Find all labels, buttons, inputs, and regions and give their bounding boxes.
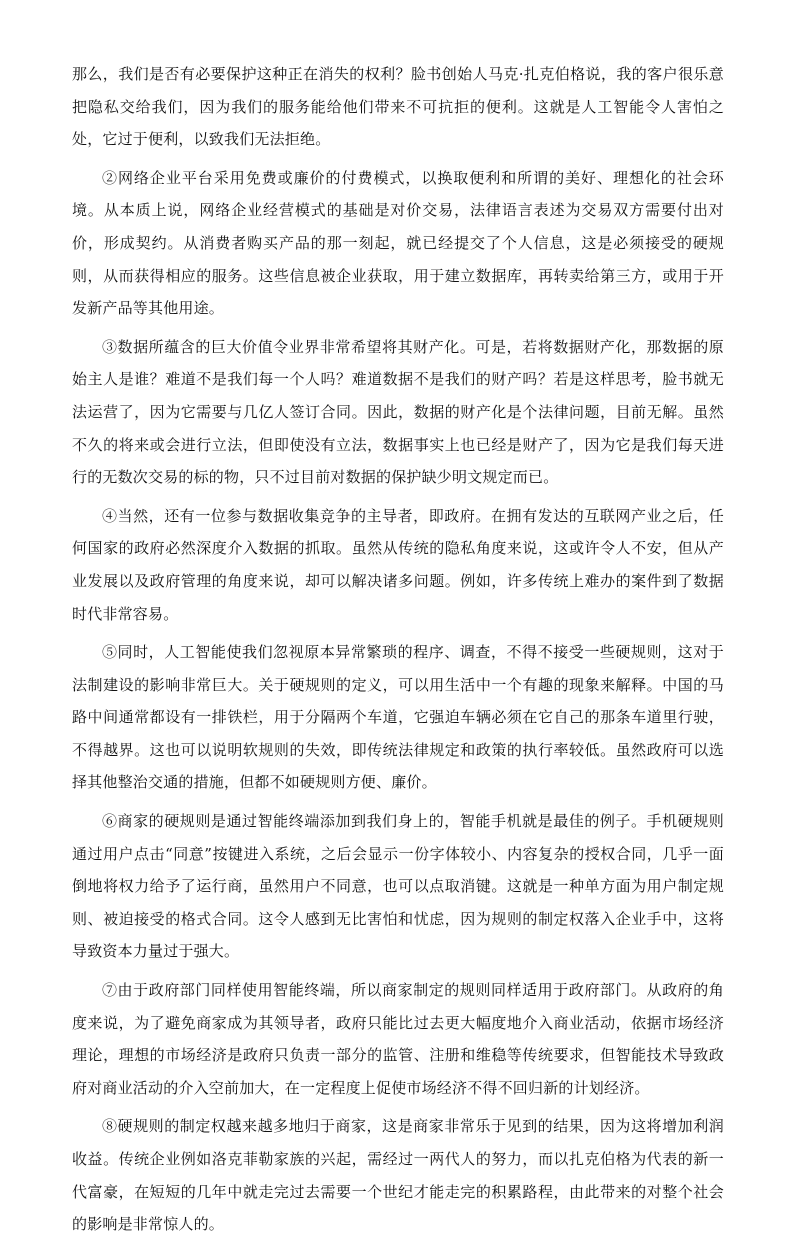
paragraph-3: ③数据所蕴含的巨大价值令业界非常希望将其财产化。可是，若将数据财产化，那数据的原始主人是谁？难道不是我们每一个人吗？难道数据不是我们的财产吗？若是这样思考，脸书就无法运营了，因为它需要与几亿人签订合同。因此，数据的财产化是个法律问题，目前无解。虽然不久的将来或会进行立法，但即使没有立法，数据事实上也已经是财产了，因为它是我们每天进行的无数次交易的标的物，只不过目前对数据的保护缺少明文规定而已。 xyxy=(72,337,724,487)
paragraph-5: ⑤同时，人工智能使我们忽视原本异常繁琐的程序、调查，不得不接受一些硬规则，这对于法制建设的影响非常巨大。关于硬规则的定义，可以用生活中一个有趣的现象来解释。中国的马路中间通常都设有一排铁栏，用于分隔两个车道，它强迫车辆必须在它自己的那条车道里行驶，不得越界。这也可以说明软规则的失效，即传统法律规定和政策的执行率较低。虽然政府可以选择其他整治交通的措施，但都不如硬规则方便、廉价。 xyxy=(72,643,724,792)
document-page xyxy=(72,58,724,1247)
paragraph-6: ⑥商家的硬规则是通过智能终端添加到我们身上的，智能手机就是最佳的例子。手机硬规则通过用户点击“同意”按键进入系统，之后会显示一份字体较小、内容复杂的授权合同，几乎一面倒地将权力给予了运行商，虽然用户不同意，也可以点取消键。这就是一种单方面为用户制定规则、被迫接受的格式合同。这令人感到无比害怕和忧虑，因为规则的制定权落入企业手中，这将导致资本力量过于强大。 xyxy=(72,812,724,961)
paragraph-intro: 那么，我们是否有必要保护这种正在消失的权利？脸书创始人马克·扎克伯格说，我的客户很乐意把隐私交给我们，因为我们的服务能给他们带来不可抗拒的便利。这就是人工智能令人害怕之处，它过于便利，以致我们无法拒绝。 xyxy=(72,65,724,149)
paragraph-7: ⑦由于政府部门同样使用智能终端，所以商家制定的规则同样适用于政府部门。从政府的角度来说，为了避免商家成为其领导者，政府只能比过去更大幅度地介入商业活动，依据市场经济理论，理想的市场经济是政府只负责一部分的监管、注册和维稳等传统要求，但智能技术导致政府对商业活动的介入空前加大，在一定程度上促使市场经济不得不回归新的计划经济。 xyxy=(72,981,724,1097)
paragraph-8: ⑧硬规则的制定权越来越多地归于商家，这是商家非常乐于见到的结果，因为这将增加利润收益。传统企业例如洛克菲勒家族的兴起，需经过一两代人的努力，而以扎克伯格为代表的新一代富豪，在短短的几年中就走完过去需要一个世纪才能走完的积累路程，由此带来的对整个社会的影响是非常惊人的。 xyxy=(72,1117,724,1234)
paragraph-2: ②网络企业平台采用免费或廉价的付费模式，以换取便利和所谓的美好、理想化的社会环境。从本质上说，网络企业经营模式的基础是对价交易，法律语言表述为交易双方需要付出对价，形成契约。从消费者购买产品的那一刻起，就已经提交了个人信息，这是必须接受的硬规则，从而获得相应的服务。这些信息被企业获取，用于建立数据库，再转卖给第三方，或用于开发新产品等其他用途。 xyxy=(72,168,724,318)
paragraph-4: ④当然，还有一位参与数据收集竞争的主导者，即政府。在拥有发达的互联网产业之后，任何国家的政府必然深度介入数据的抓取。虽然从传统的隐私角度来说，这或许令人不安，但从产业发展以及政府管理的角度来说，却可以解决诸多问题。例如，许多传统上难办的案件到了数据时代非常容易。 xyxy=(72,506,724,623)
